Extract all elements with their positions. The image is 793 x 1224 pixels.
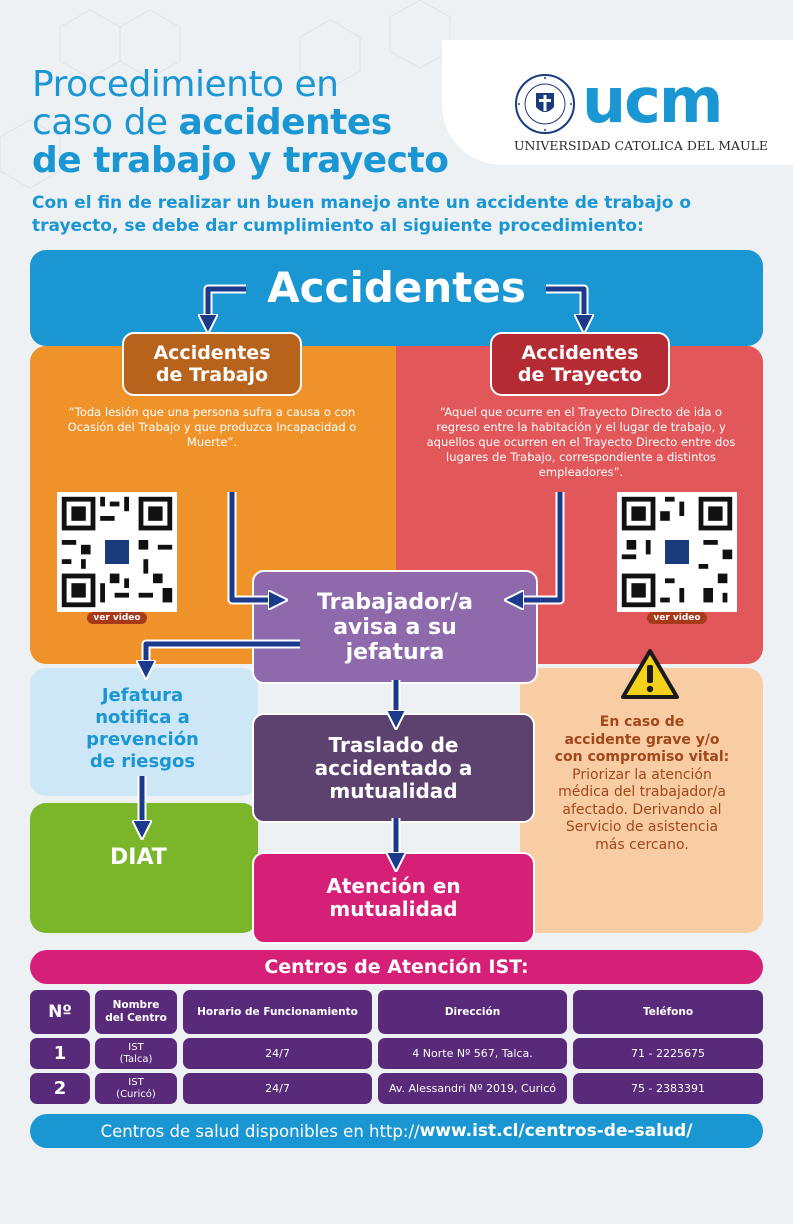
trabajo-ver-video-button[interactable]: ver video <box>87 612 147 624</box>
header-nombre-line-1: Nombre <box>112 999 160 1011</box>
ucm-logo-text: ucm <box>582 64 722 137</box>
row-1-horario: 24/7 <box>183 1038 372 1069</box>
accidentes-trayecto-box <box>490 332 670 396</box>
trayecto-ver-video-button[interactable]: ver video <box>647 612 707 624</box>
centros-title: Centros de Atención IST: <box>264 956 529 978</box>
trayecto-description: “Aquel que ocurre en el Trayecto Directo de ida o regreso entre la habitación y el lugar de trabajo, y aquellos que ocurren en el Trayecto Directo entre dos lugares de Trabajo, correspondiente a distintos empleadores”. <box>426 405 736 479</box>
header-nombre-line-2: del Centro <box>105 1012 167 1024</box>
row-2-name <box>95 1073 177 1104</box>
header-nombre <box>95 990 177 1034</box>
jefatura-line-1: Jefatura <box>101 685 184 706</box>
row-1-name-line-1: IST <box>128 1041 144 1053</box>
grave-line-2: accidente grave y/o <box>564 731 720 748</box>
footer-url-bar[interactable] <box>30 1114 763 1148</box>
trayecto-title-line-2: de Trayecto <box>517 364 643 386</box>
atencion-line-2: mutualidad <box>329 897 458 921</box>
header-horario: Horario de Funcionamiento <box>183 990 372 1034</box>
atencion-mutualidad-box <box>252 852 535 944</box>
university-seal-logo <box>514 73 576 135</box>
page-title <box>32 66 472 180</box>
trabajo-description: “Toda lesión que una persona sufra a causa o con Ocasión del Trabajo y que produzca Incapacidad o Muerte”. <box>67 405 357 449</box>
grave-line-4: Priorizar la atención <box>572 766 712 783</box>
jefatura-line-2: notifica a <box>95 707 190 728</box>
row-1-direccion: 4 Norte Nº 567, Talca. <box>378 1038 567 1069</box>
title-line-2-bold: accidentes <box>178 102 392 143</box>
footer-url-link[interactable]: www.ist.cl/centros-de-salud/ <box>419 1121 693 1141</box>
grave-line-1: En caso de <box>599 714 685 730</box>
trabajo-qr-code[interactable] <box>57 492 177 612</box>
trabajador-line-1: Trabajador/a <box>317 589 473 615</box>
grave-text <box>528 714 756 854</box>
intro-text: Con el fin de realizar un buen manejo ante un accidente de trabajo o trayecto, se debe dar cumplimiento al siguiente procedimiento: <box>32 193 692 236</box>
jefatura-line-4: de riesgos <box>89 751 196 772</box>
grave-line-8: más cercano. <box>595 836 689 853</box>
grave-line-5: médica del trabajador/a <box>558 784 726 800</box>
trabajo-title-line-2: de Trabajo <box>155 364 269 386</box>
grave-line-3: con compromiso vital: <box>554 749 730 765</box>
atencion-line-1: Atención en <box>326 874 461 898</box>
warning-icon <box>620 648 680 700</box>
row-2-name-line-2: (Curicó) <box>116 1088 156 1100</box>
header-direccion: Dirección <box>378 990 567 1034</box>
grave-line-6: afectado. Derivando al <box>562 801 722 818</box>
row-2-direccion: Av. Alessandri Nº 2019, Curicó <box>378 1073 567 1104</box>
title-line-2-regular: caso de <box>32 102 179 143</box>
row-1-name <box>95 1038 177 1069</box>
trabajador-line-2: avisa a su <box>333 614 457 640</box>
traslado-line-2: accidentado a <box>314 755 473 780</box>
accidentes-heading: Accidentes <box>267 263 526 312</box>
row-1-num: 1 <box>30 1038 90 1069</box>
traslado-line-1: Traslado de <box>328 732 459 757</box>
row-1-telefono: 71 - 2225675 <box>573 1038 763 1069</box>
row-2-telefono: 75 - 2383391 <box>573 1073 763 1104</box>
trayecto-qr-code[interactable] <box>617 492 737 612</box>
grave-line-7: Servicio de asistencia <box>565 819 719 835</box>
row-1-name-line-2: (Talca) <box>119 1053 153 1065</box>
title-line-2 <box>32 104 472 142</box>
jefatura-line-3: prevención <box>86 729 199 750</box>
traslado-box <box>252 713 535 823</box>
centros-title-bar <box>30 950 763 984</box>
title-line-3: de trabajo y trayecto <box>32 140 449 181</box>
trabajo-title-line-1: Accidentes <box>153 342 271 364</box>
ucm-logo-subtitle: UNIVERSIDAD CATOLICA DEL MAULE <box>514 138 769 153</box>
row-2-name-line-1: IST <box>128 1076 144 1088</box>
accidentes-trabajo-box <box>122 332 302 396</box>
diat-label: DIAT <box>110 845 167 870</box>
jefatura-text <box>40 685 245 773</box>
row-2-num: 2 <box>30 1073 90 1104</box>
header-num: Nº <box>30 990 90 1034</box>
trayecto-title-line-1: Accidentes <box>521 342 639 364</box>
trabajador-line-3: jefatura <box>345 639 445 665</box>
traslado-line-3: mutualidad <box>329 778 458 803</box>
header-telefono: Teléfono <box>573 990 763 1034</box>
trabajador-avisa-box <box>252 570 538 684</box>
row-2-horario: 24/7 <box>183 1073 372 1104</box>
title-line-1: Procedimiento en <box>32 64 339 105</box>
footer-url-prefix: Centros de salud disponibles en http:// <box>100 1121 420 1141</box>
